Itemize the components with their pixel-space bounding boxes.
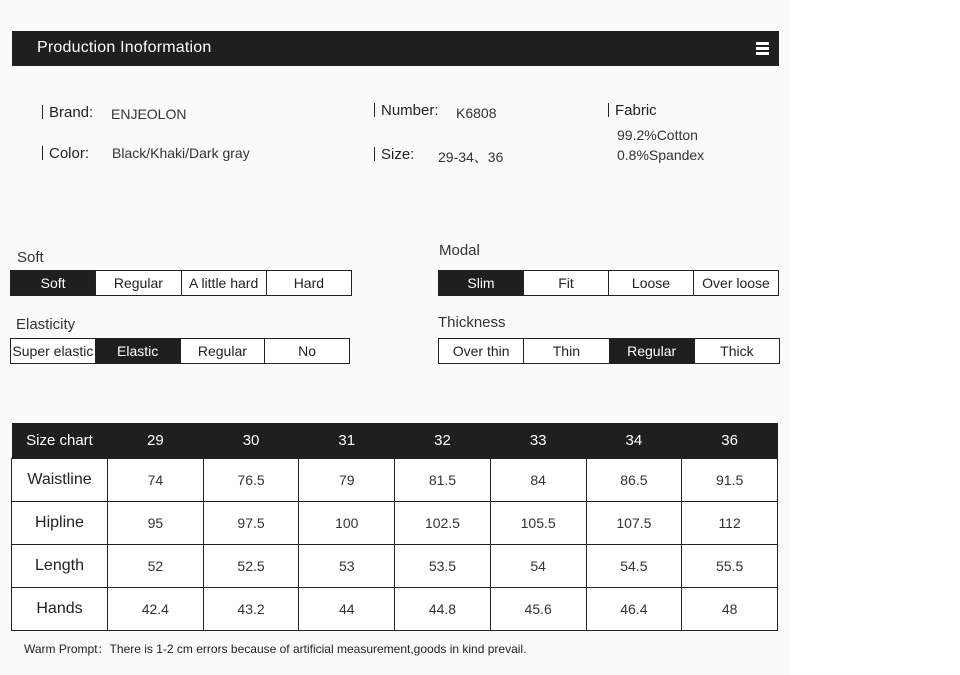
size-chart-table — [11, 423, 778, 631]
thickness-selector — [438, 338, 780, 364]
table-cell: 44 — [299, 588, 395, 631]
soft-selector — [10, 270, 352, 296]
table-cell: 74 — [108, 459, 204, 502]
hamburger-menu-icon[interactable] — [756, 42, 769, 55]
warm-prompt: Warm Prompt：There is 1-2 cm errors because of artificial measurement,goods in kind prevail. — [24, 642, 527, 656]
soft-option[interactable]: Hard — [266, 271, 351, 295]
elasticity-selector — [10, 338, 350, 364]
table-cell: 84 — [490, 459, 586, 502]
table-cell: 52.5 — [203, 545, 299, 588]
table-cell: 46.4 — [586, 588, 682, 631]
row-label: Hands — [12, 588, 108, 631]
fabric-label: Fabric — [615, 102, 657, 119]
table-cell: 52 — [108, 545, 204, 588]
table-cell: 55.5 — [682, 545, 778, 588]
soft-option[interactable]: Regular — [95, 271, 180, 295]
modal-selector — [438, 270, 779, 296]
number-label: Number: — [381, 102, 439, 119]
table-cell: 45.6 — [490, 588, 586, 631]
size-column-header: 34 — [586, 423, 682, 459]
color-value: Black/Khaki/Dark gray — [112, 145, 250, 161]
table-cell: 44.8 — [395, 588, 491, 631]
number-field — [374, 102, 497, 121]
size-column-header: 31 — [299, 423, 395, 459]
size-column-header: 29 — [108, 423, 204, 459]
table-cell: 48 — [682, 588, 778, 631]
fabric-field — [608, 102, 657, 119]
size-column-header: 30 — [203, 423, 299, 459]
elasticity-option[interactable]: Super elastic — [12, 343, 94, 359]
table-cell: 54.5 — [586, 545, 682, 588]
table-cell: 76.5 — [203, 459, 299, 502]
table-cell: 54 — [490, 545, 586, 588]
size-chart-header: Size chart — [12, 423, 108, 459]
table-cell: 107.5 — [586, 502, 682, 545]
table-row — [12, 588, 778, 631]
thickness-option[interactable]: Regular — [609, 339, 694, 363]
elasticity-group-name: Elasticity — [16, 316, 76, 333]
table-cell: 42.4 — [108, 588, 204, 631]
table-cell: 53.5 — [395, 545, 491, 588]
thickness-group-name: Thickness — [438, 314, 506, 331]
modal-group-name: Modal — [439, 242, 480, 259]
table-row — [12, 545, 778, 588]
modal-option[interactable]: Slim — [439, 271, 523, 295]
size-chart-header-row — [12, 423, 778, 459]
row-label: Waistline — [12, 459, 108, 502]
table-row — [12, 459, 778, 502]
row-label: Length — [12, 545, 108, 588]
size-column-header: 36 — [682, 423, 778, 459]
fabric-line: 0.8%Spandex — [617, 147, 705, 163]
table-cell: 91.5 — [682, 459, 778, 502]
elasticity-option[interactable]: Elastic — [95, 339, 180, 363]
table-cell: 53 — [299, 545, 395, 588]
header-title: Production Inoformation — [37, 39, 212, 56]
table-cell: 97.5 — [203, 502, 299, 545]
table-cell: 102.5 — [395, 502, 491, 545]
thickness-option[interactable]: Thin — [523, 339, 608, 363]
elasticity-option[interactable]: Regular — [180, 339, 265, 363]
info-header — [12, 31, 779, 66]
modal-option[interactable]: Fit — [523, 271, 608, 295]
table-row — [12, 502, 778, 545]
thickness-option[interactable]: Over thin — [452, 343, 510, 359]
modal-option[interactable]: Over loose — [693, 271, 778, 295]
soft-group-name: Soft — [17, 249, 44, 266]
fabric-line: 99.2%Cotton — [617, 127, 698, 143]
soft-option[interactable]: Soft — [11, 271, 95, 295]
table-cell: 81.5 — [395, 459, 491, 502]
table-cell: 86.5 — [586, 459, 682, 502]
table-cell: 79 — [299, 459, 395, 502]
thickness-option[interactable]: Thick — [694, 339, 779, 363]
row-label: Hipline — [12, 502, 108, 545]
brand-value: ENJEOLON — [111, 106, 187, 122]
color-label: Color: — [49, 145, 90, 162]
brand-field — [42, 104, 187, 122]
modal-option[interactable]: Loose — [608, 271, 693, 295]
soft-option[interactable]: A little hard — [181, 271, 266, 295]
size-column-header: 32 — [395, 423, 491, 459]
number-value: K6808 — [456, 105, 497, 121]
table-cell: 100 — [299, 502, 395, 545]
color-field — [42, 145, 250, 162]
size-column-header: 33 — [490, 423, 586, 459]
table-cell: 95 — [108, 502, 204, 545]
table-cell: 43.2 — [203, 588, 299, 631]
brand-label: Brand: — [49, 104, 94, 121]
elasticity-option[interactable]: No — [264, 339, 349, 363]
table-cell: 105.5 — [490, 502, 586, 545]
fabric-composition — [617, 125, 704, 165]
size-field — [374, 146, 504, 165]
size-value: 29-34、36 — [438, 149, 504, 165]
table-cell: 112 — [682, 502, 778, 545]
size-label: Size: — [381, 146, 415, 163]
